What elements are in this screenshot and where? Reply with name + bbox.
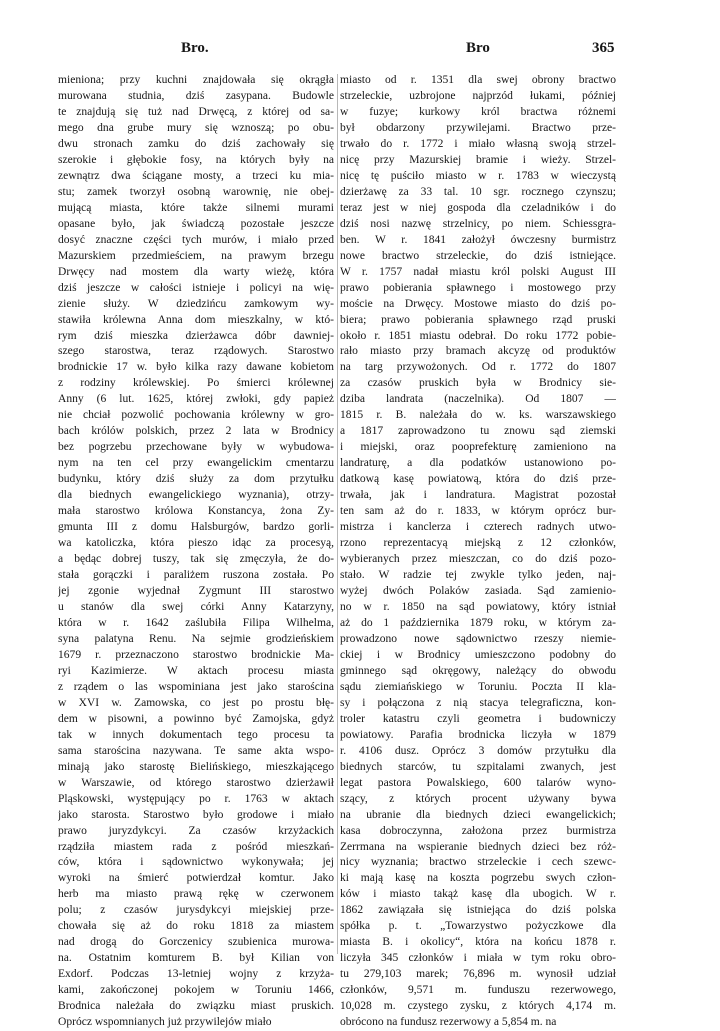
text-line: bach królów polskich, przez 2 lata w Brodnicy <box>58 425 334 438</box>
text-line: 1862 zawiązała się istniejąca do dziś polska <box>340 904 616 917</box>
text-line: sądu ziemiańskiego w Toruniu. Poczta II kla- <box>340 680 616 693</box>
text-line: wyroki na śmierć potwierdzał komtur. Jako <box>58 872 334 885</box>
text-line: herb ma miasto prawą rękę w czerwonem <box>58 888 334 901</box>
text-line: miasto od r. 1351 dla swej obrony bractwo <box>340 74 616 86</box>
text-line: 1679 r. przeznaczono starostwo brodnickie Ma- <box>58 648 334 661</box>
text-line: dwu stronach zamku do dziś zachowały się <box>58 137 334 150</box>
text-line: aż do 1 października 1879 roku, w którym za- <box>340 616 616 629</box>
text-line: tu 279,103 marek; 76,896 m. wynosił udział <box>340 968 616 981</box>
text-line: dziś jeszcze w całości istnieje i policyi na wię- <box>58 281 334 294</box>
text-line: chowała się aż do roku 1818 za miastem <box>58 920 334 933</box>
text-line: około r. 1851 miastu odebrał. Do roku 1772 pobie- <box>340 329 616 342</box>
text-line: te znajdują się tuż nad Drwęcą, z której od sa- <box>58 105 334 118</box>
text-line: Exdorf. Podczas 13-letniej wojny z krzyża- <box>58 968 334 981</box>
text-line: na ubranie dla biednych dzieci ewangelickich; <box>340 808 616 821</box>
text-line: rządziła miastem rada z pośród mieszkań- <box>58 840 334 853</box>
text-line: prawo juryzdykcyi. Za czasów krzyżackich <box>58 824 334 837</box>
text-line: Oprócz wspomnianych już przywilejów miało <box>58 1016 272 1029</box>
text-line: zewnątrz dwa ściągane mosty, a trzeci ku mia- <box>58 169 334 182</box>
text-line: nicę przy Mazurskiej bramie i wieży. Strzel- <box>340 153 616 166</box>
text-line: W r. 1757 nadał miastu król polski August III <box>340 265 616 278</box>
text-line: nowe bractwo strzeleckie, do dziś istniejące. <box>340 249 616 262</box>
text-line: w fuzye; kurkowy król bractwa różnemi <box>340 105 616 118</box>
text-line: z rządem o las wspominiana jest jako starościna <box>58 680 334 693</box>
text-line: r. 4106 dusz. Oprócz 3 domów przytułku dla <box>340 744 616 757</box>
text-line: na. Ostatnim komturem B. był Kilian von <box>58 952 334 965</box>
text-line: biera; prawo pobierania spławnego rząd pruski <box>340 313 616 326</box>
text-line: 1815 r. B. należała do w. ks. warszawskiego <box>340 409 616 422</box>
header-left-keyword: Bro. <box>181 40 209 56</box>
text-line: no w r. 1850 na sąd powiatowy, który istniał <box>340 600 616 613</box>
page-number: 365 <box>592 40 615 56</box>
text-line: szego starostwa, teraz rządowych. Starostwo <box>58 345 334 358</box>
text-line: ben. W r. 1841 założył ówczesny burmistrz <box>340 233 616 246</box>
text-line: dosyć znaczne części tych murów, i miało przed <box>58 233 334 246</box>
text-line: dem w pisowni, a powinno być Zamojska, gdyż <box>58 712 334 725</box>
text-line: mała starostwo królowa Konstancya, żona Zy- <box>58 505 334 518</box>
text-line: powiatowy. Parafia brodnicka liczyła w 1879 <box>340 728 616 741</box>
text-line: Zerrmana na wspieranie biednych dzieci bez róż- <box>340 840 616 853</box>
text-line: a 1817 zaprowadzono tu znowu sąd ziemski <box>340 425 616 438</box>
text-line: budynku, który dziś służy za dom przytułku <box>58 473 334 486</box>
text-line: rzono reprezentacyą miejską z 12 członków, <box>340 537 616 550</box>
text-line: a będąc dobrej tuszy, tak się zmęczyła, że do- <box>58 553 334 566</box>
header-center-keyword: Bro <box>466 40 490 56</box>
text-line: wybieranych przez mieszczan, co do dziś pozo- <box>340 553 616 566</box>
text-line: legat pastora Powalskiego, 600 talarów wyno- <box>340 776 616 789</box>
text-line: Drwęcy nad mostem dla warty wieżę, która <box>58 265 334 278</box>
text-line: ki mają kasę na koszta pogrzebu swych człon- <box>340 872 616 885</box>
text-line: kami, zakończonej pokojem w Toruniu 1466, <box>58 984 334 997</box>
text-line: gmunta III z domu Halsburgów, bardzo gorli- <box>58 521 334 534</box>
text-line: stu; zamek tworzył osobną warownię, nie obej- <box>58 185 334 198</box>
text-line: mieniona; przy kuchni znajdowała się okrągła <box>58 74 334 86</box>
text-line: na targ przywożonych. Od r. 1772 do 1807 <box>340 361 616 374</box>
left-column <box>58 73 334 1031</box>
text-line: ryi Kazimierze. W aktach procesu miasta <box>58 664 334 677</box>
text-line: prawo pobierania spławnego i mostowego przy <box>340 281 616 294</box>
text-line: nym na ten cel przy ewangelickim cmentarzu <box>58 457 334 470</box>
text-line: landraturę, a dla podatków ustanowiono po- <box>340 457 616 470</box>
text-line: trwała, jak i landratura. Magistrat pozostał <box>340 489 616 502</box>
text-line: Anny (6 lut. 1625, której zwłoki, gdy papież <box>58 393 334 406</box>
text-line: jej zgonie wyjednał Zygmunt III starostwo <box>58 585 334 597</box>
text-line: 10,028 m. czystego zysku, z których 4,174 m. <box>340 1000 616 1013</box>
text-line: polu; z czasów jurysdykcyi miejskiej prze- <box>58 904 334 917</box>
text-line: opasane było, jak świadczą pozostałe jeszcze <box>58 217 334 230</box>
text-line: u stanów dla swej córki Anny Katarzyny, <box>58 600 334 613</box>
text-line: jako starosta. Starostwo było grodowe i miało <box>58 808 334 821</box>
text-line: w XVI w. Zamowska, co jest po prostu błę- <box>58 696 334 709</box>
text-line: minają jako starostę Bielińskiego, mieszkającego <box>58 760 334 773</box>
text-line: miasta B. i okolicy“, która na końcu 1878 r. <box>340 936 616 949</box>
text-line: Brodnica należała do związku miast pruskich. <box>58 1000 334 1013</box>
text-line: mistrza i kanclerza i czterech radnych utwo- <box>340 521 616 534</box>
text-line: stawiła królewna Anna dom mieszkalny, w któ- <box>58 313 334 326</box>
text-line: dziba landrata (naczelnika). Od 1807 — <box>340 393 616 406</box>
text-line: syna palatyna Renu. Na sejmie grodzieńskiem <box>58 632 334 645</box>
text-line: dziś nosi nazwę strzelnicy, po niem. Schiessgra- <box>340 217 616 230</box>
text-line: szący, z których procent używany bywa <box>340 792 616 805</box>
text-line: sama starościna nazywana. Te same akta wspo- <box>58 744 334 757</box>
text-line: bez pogrzebu przechowane były w wybudowa- <box>58 441 334 454</box>
text-line: dzierżawę za 33 tal. 10 sgr. rocznego czynszu; <box>340 185 616 198</box>
text-line: w Warszawie, od którego starostwo dzierżawił <box>58 776 334 789</box>
column-divider <box>337 74 338 954</box>
text-line: brodnickie 17 w. było kilka razy dawane kobietom <box>58 361 334 374</box>
text-line: Pląskowski, występujący po r. 1763 w aktach <box>58 792 334 805</box>
text-line: był obdarzony przywilejami. Bractwo prze- <box>340 121 616 134</box>
text-line: wyżej dwóch Polaków zasiada. Sąd zamienio- <box>340 585 616 597</box>
text-line: troler katastru czyli geometra i budowniczy <box>340 712 616 725</box>
text-line: ckiej i w Brodnicy umieszczono podobny do <box>340 648 616 661</box>
text-line: mującą miasta, które także silnemi murami <box>58 201 334 214</box>
text-line: nad drogą do Gorczenicy szubienica murowa- <box>58 936 334 949</box>
text-line: liczyła 345 członków i miała w tym roku obro- <box>340 952 616 965</box>
text-line: rym dziś mieszka dzierżawca dóbr dawniej- <box>58 329 334 342</box>
text-line: za czasów pruskich była w Brodnicy sie- <box>340 377 616 390</box>
text-line: biednych starców, tu szpitalami zwanych, jest <box>340 760 616 773</box>
text-line: tak w innych dokumentach tego procesu ta <box>58 728 334 741</box>
text-line: spółka p. t. „Towarzystwo pożyczkowe dla <box>340 920 616 933</box>
text-line: teraz jest w niej gospoda dla czeladników i do <box>340 201 616 214</box>
text-line: ków i miasto takąż kasę dla ubogich. W r. <box>340 888 616 901</box>
text-line: prowadzono nowe sądownictwo rzeszy niemie- <box>340 632 616 645</box>
running-header <box>0 40 720 62</box>
text-line: i miejski, oraz pooprefekturę zamieniono na <box>340 441 616 454</box>
text-line: szerokie i głębokie fosy, na których były na <box>58 153 334 166</box>
text-line: nicę tę puściło miasto w r. 1783 w wieczystą <box>340 169 616 182</box>
text-line: ców, która i sądownictwo wykonywała; jej <box>58 856 334 869</box>
text-line: która w r. 1642 zaślubiła Filipa Wilhelma, <box>58 616 334 629</box>
text-line: zienie służy. W dziedzińcu zamkowym wy- <box>58 297 334 310</box>
text-line: stało. W radzie tej zwykle tylko jeden, naj- <box>340 569 616 582</box>
text-line: z rodziny królewskiej. Po śmierci królewnej <box>58 377 334 390</box>
text-line: trwało do r. 1772 i miało własną swoją strzel- <box>340 137 616 150</box>
text-line: rało miasto przy bramach akcyzę od produktów <box>340 345 616 358</box>
text-line: moście na Drwęcy. Mostowe miasto do dziś po- <box>340 297 616 310</box>
text-line: dla biednych ewangelickiego wyznania), otrzy- <box>58 489 334 502</box>
text-line: sy i połączona z nią stacya telegraficzna, kon- <box>340 696 616 709</box>
text-line: murowana studnia, dziś zasypana. Budowle <box>58 89 334 102</box>
text-line: kasa dobroczynna, założona przez burmistrza <box>340 824 616 837</box>
text-line: strzeleckie, uzbrojone najprzód łukami, później <box>340 89 616 102</box>
text-line: nicy wyznania; bractwo strzeleckie i cech szewc- <box>340 856 616 869</box>
right-column <box>340 73 616 1031</box>
text-line: nie chciał pozwolić pochowania królewny w gro- <box>58 409 334 422</box>
text-line: mego dna grube mury się wznoszą; po obu- <box>58 121 334 134</box>
text-line: wa katoliczka, która pieszo idąc za procesyą, <box>58 537 334 550</box>
text-line: obrócono na fundusz rezerwowy a 5,854 m. na <box>340 1016 557 1029</box>
text-line: członków, 9,571 m. funduszu rezerwowego, <box>340 984 616 997</box>
text-line: gminnego sąd okręgowy, należący do obwodu <box>340 664 616 677</box>
text-line: ten sam aż do r. 1833, w którym oprócz bur- <box>340 505 616 518</box>
text-line: datkową kasę powiatową, która do dziś prze- <box>340 473 616 486</box>
text-line: Mazurskiem przedmieściem, na prawym brzegu <box>58 249 334 262</box>
text-line: stała gorączki i paraliżem ruszona została. Po <box>58 569 334 582</box>
